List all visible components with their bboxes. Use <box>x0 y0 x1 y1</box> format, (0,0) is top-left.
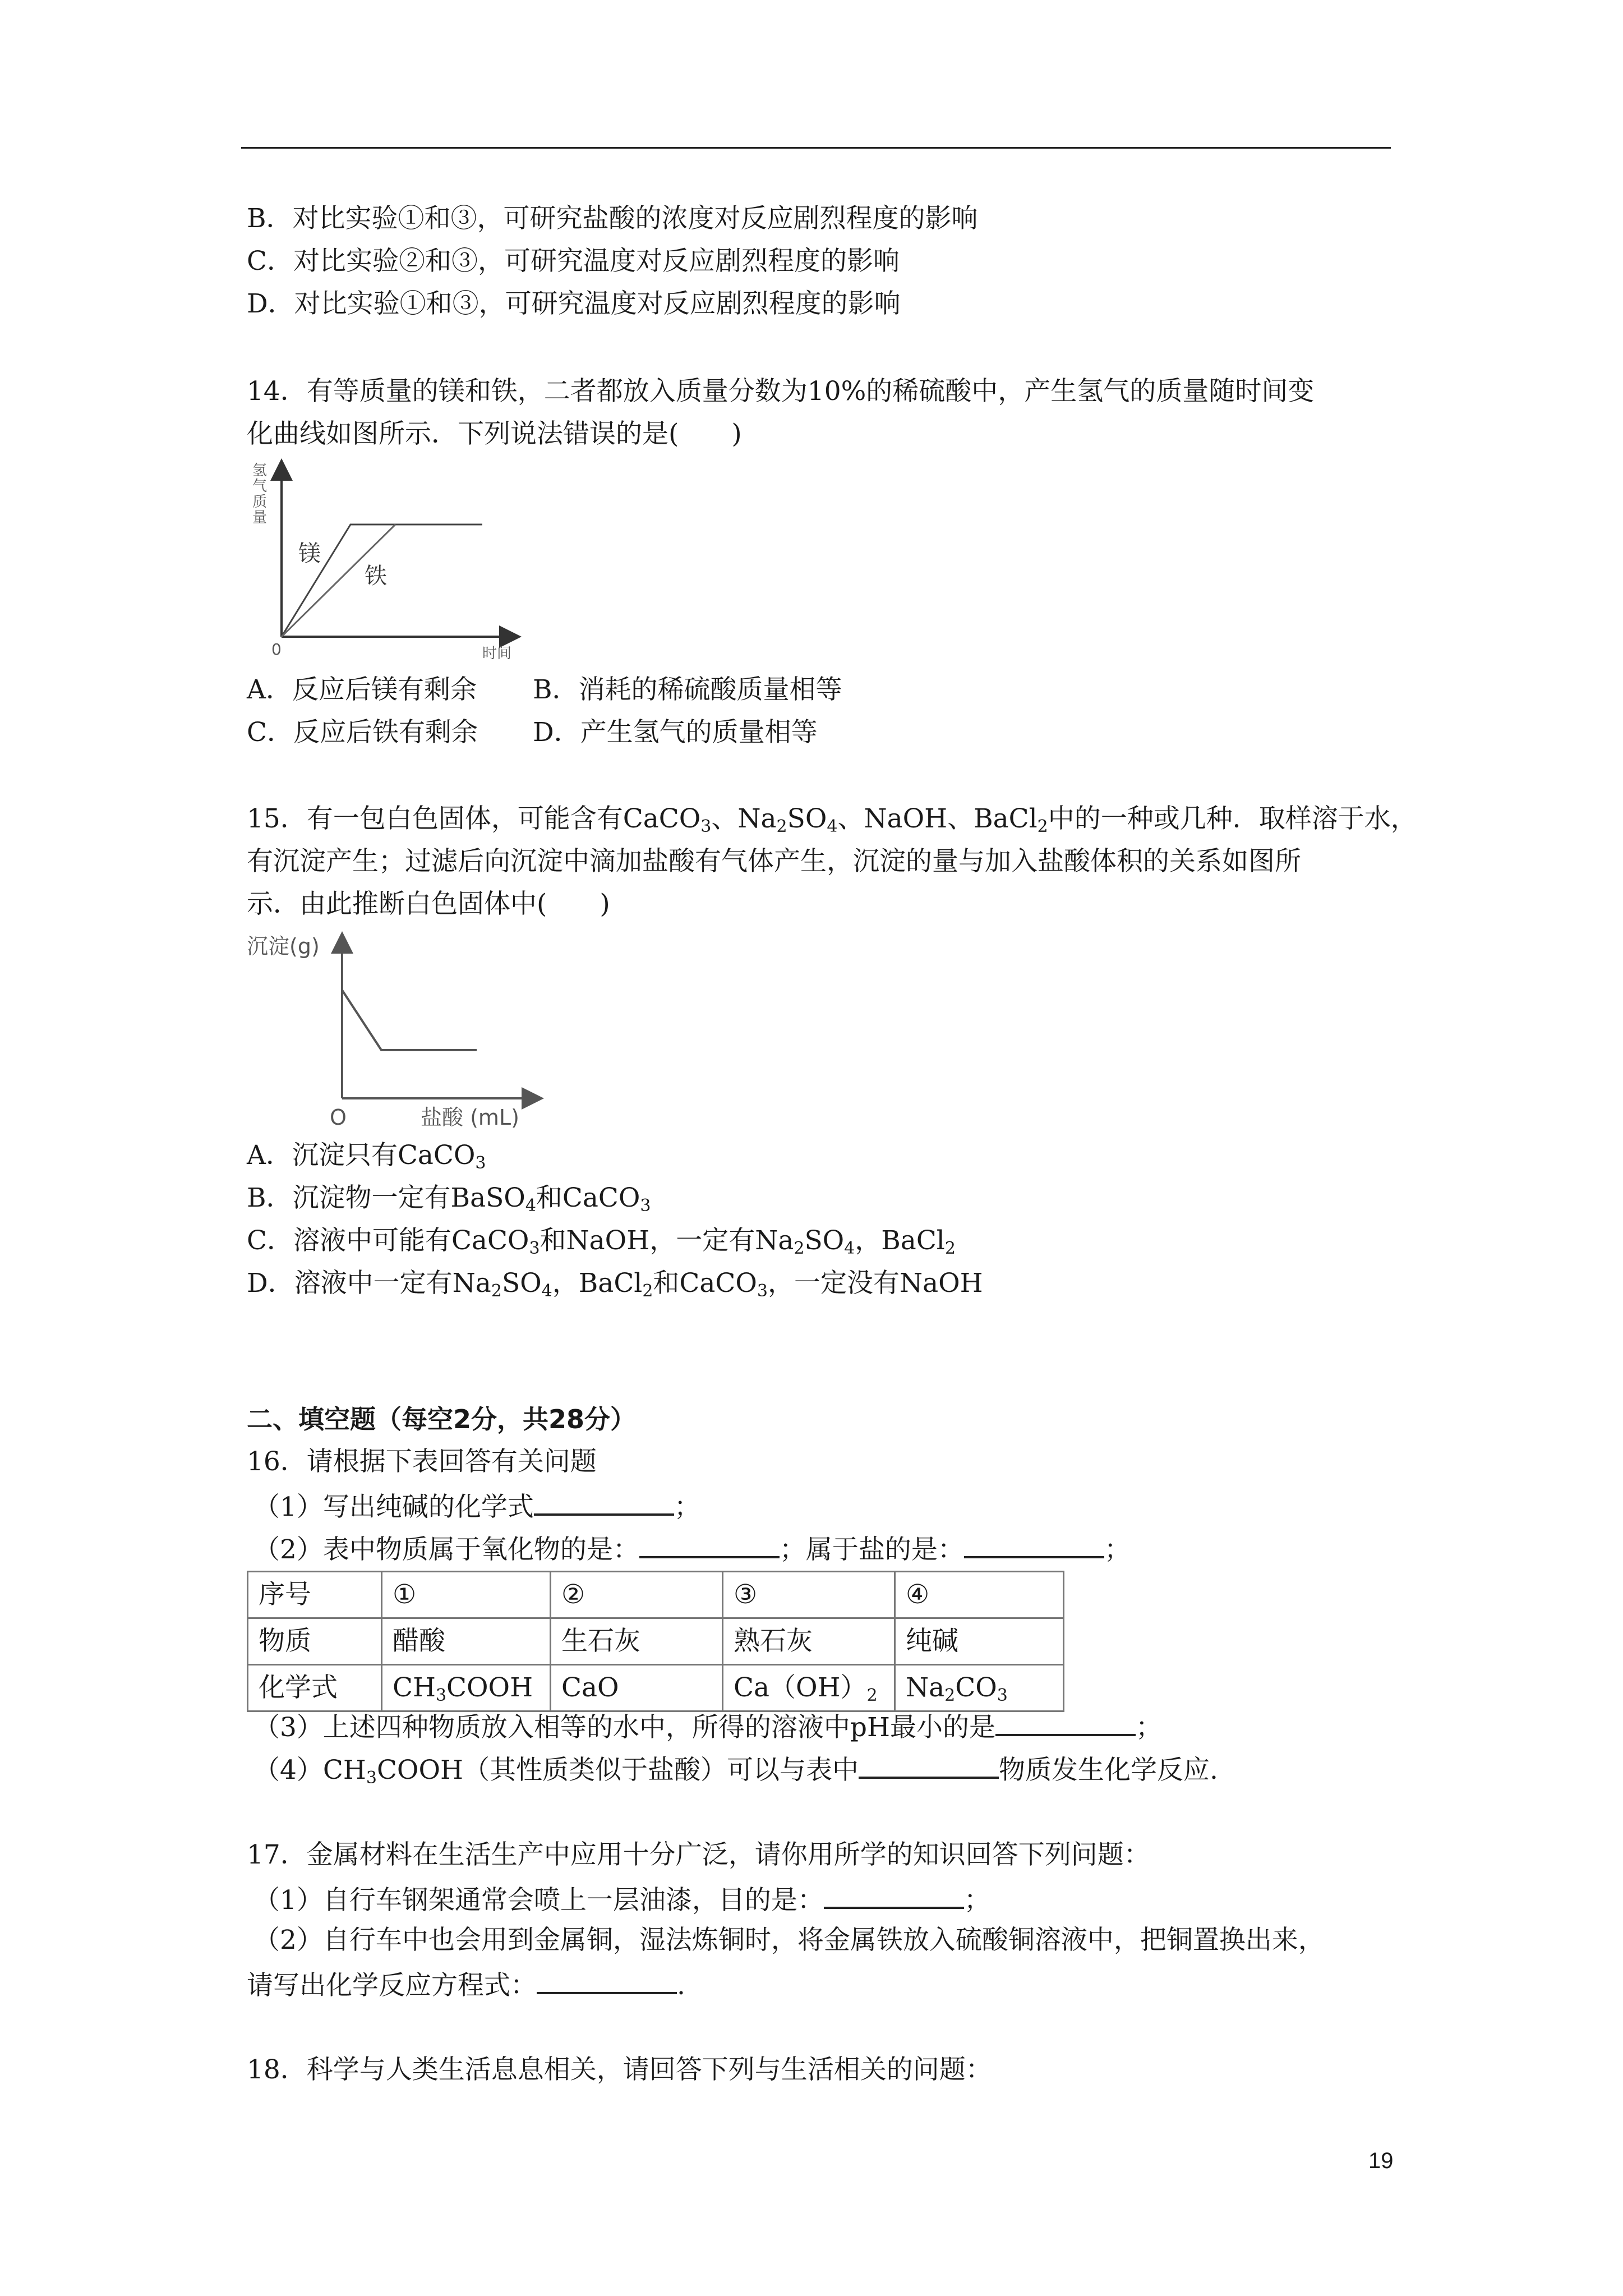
q15-option-d: D．溶液中一定有$Na_2SO_4$，BaCl$_2$和CaCO$_3$，一定没有NaOH <box>247 1268 983 1301</box>
q15-stem-line1: 15．有一包白色固体，可能含有CaCO$_3$、$Na_2SO_4$、NaOH、BaCl$_2$中的一种或几种．取样溶于水， <box>247 803 1417 836</box>
header-rule <box>241 147 1391 149</box>
q14-y-label-4: 量 <box>252 509 268 526</box>
q14-option-d: D．产生氢气的质量相等 <box>533 717 818 748</box>
q16-stem: 16．请根据下表回答有关问题 <box>247 1446 597 1477</box>
q14-stem-line2: 化曲线如图所示．下列说法错误的是( ) <box>247 418 742 449</box>
table-row: 化学式 $CH_3COOH$ CaO $Ca(OH)_2$ $Na_2CO_3$ <box>248 1665 1064 1711</box>
page-number: 19 <box>1368 2148 1394 2173</box>
q17-blank-equation[interactable] <box>537 1966 677 1994</box>
table-row: 序号 ① ② ③ ④ <box>248 1572 1064 1618</box>
q14-option-c: C．反应后铁有剩余 <box>247 717 478 748</box>
q13-option-c: C．对比实验②和③，可研究温度对反应剧烈程度的影响 <box>247 246 900 277</box>
q14-hydrogen-graph <box>247 457 527 670</box>
q17-part1: （1）自行车钢架通常会喷上一层油漆，目的是： ； <box>253 1881 990 1917</box>
q18-stem: 18．科学与人类生活息息相关，请回答下列与生活相关的问题： <box>247 2054 992 2085</box>
q14-fe-label: 铁 <box>365 563 387 589</box>
q14-y-label-2: 气 <box>252 478 268 495</box>
q14-option-b: B．消耗的稀硫酸质量相等 <box>533 674 842 705</box>
q15-option-b: B．沉淀物一定有BaSO$_4$和CaCO$_3$ <box>247 1182 651 1216</box>
q15-precipitate-line <box>342 990 477 1050</box>
q15-y-label: 沉淀(g) <box>247 934 320 959</box>
q16-part4: $(4)CH_3COOH$（其性质类似于盐酸）可以与表中 物质发生化学反应. <box>253 1751 1218 1787</box>
q14-y-label-3: 质 <box>252 494 268 510</box>
q15-option-c: C．溶液中可能有CaCO$_3$和NaOH，一定有$Na_2SO_4$，BaCl$_2$ <box>247 1225 956 1258</box>
q16-blank-salt[interactable] <box>964 1530 1104 1558</box>
q17-part2-cont: 请写出化学反应方程式： . <box>247 1966 685 2003</box>
q13-option-d: D．对比实验①和③，可研究温度对反应剧烈程度的影响 <box>247 288 901 319</box>
q14-y-label-1: 氢 <box>252 462 268 479</box>
q14-origin: 0 <box>271 640 282 659</box>
q16-part3: （3）上述四种物质放入相等的水中，所得的溶液中pH最小的是 ； <box>253 1708 1162 1745</box>
q14-x-label: 时间 <box>482 645 512 662</box>
q16-part1: （1）写出纯碱的化学式 ； <box>253 1488 700 1524</box>
q16-blank-reactant[interactable] <box>859 1751 999 1779</box>
q15-origin: O <box>330 1105 347 1130</box>
section2-heading: 二、填空题（每空2分，共28分） <box>247 1404 637 1434</box>
q15-precipitate-graph <box>247 931 561 1133</box>
q17-blank-purpose[interactable] <box>824 1881 964 1909</box>
q16-blank-oxide[interactable] <box>639 1530 780 1558</box>
q14-stem-line1: 14．有等质量的镁和铁，二者都放入质量分数为10%的稀硫酸中，产生氢气的质量随时间变 <box>247 376 1315 407</box>
q16-part2: （2）表中物质属于氧化物的是： ；属于盐的是： ； <box>253 1530 1131 1567</box>
q13-option-b: B．对比实验①和③，可研究盐酸的浓度对反应剧烈程度的影响 <box>247 203 978 234</box>
q14-option-a: A．反应后镁有剩余 <box>247 674 477 705</box>
q15-option-a: A．沉淀只有CaCO$_3$ <box>247 1140 486 1173</box>
q15-stem-line2: 有沉淀产生；过滤后向沉淀中滴加盐酸有气体产生，沉淀的量与加入盐酸体积的关系如图所 <box>247 846 1301 877</box>
table-row: 物质 醋酸 生石灰 熟石灰 纯碱 <box>248 1618 1064 1665</box>
q14-mg-label: 镁 <box>298 541 321 567</box>
q15-x-label: 盐酸 (mL) <box>421 1105 519 1130</box>
q16-blank-formula[interactable] <box>534 1488 674 1516</box>
q17-stem: 17．金属材料在生活生产中应用十分广泛，请你用所学的知识回答下列问题： <box>247 1839 1150 1870</box>
q16-blank-lowest-ph[interactable] <box>995 1708 1136 1736</box>
q15-stem-line3: 示．由此推断白色固体中( ) <box>247 889 610 919</box>
q16-table <box>247 1571 1064 1712</box>
q17-part2: （2）自行车中也会用到金属铜，湿法炼铜时，将金属铁放入硫酸铜溶液中，把铜置换出来， <box>253 1925 1325 1955</box>
